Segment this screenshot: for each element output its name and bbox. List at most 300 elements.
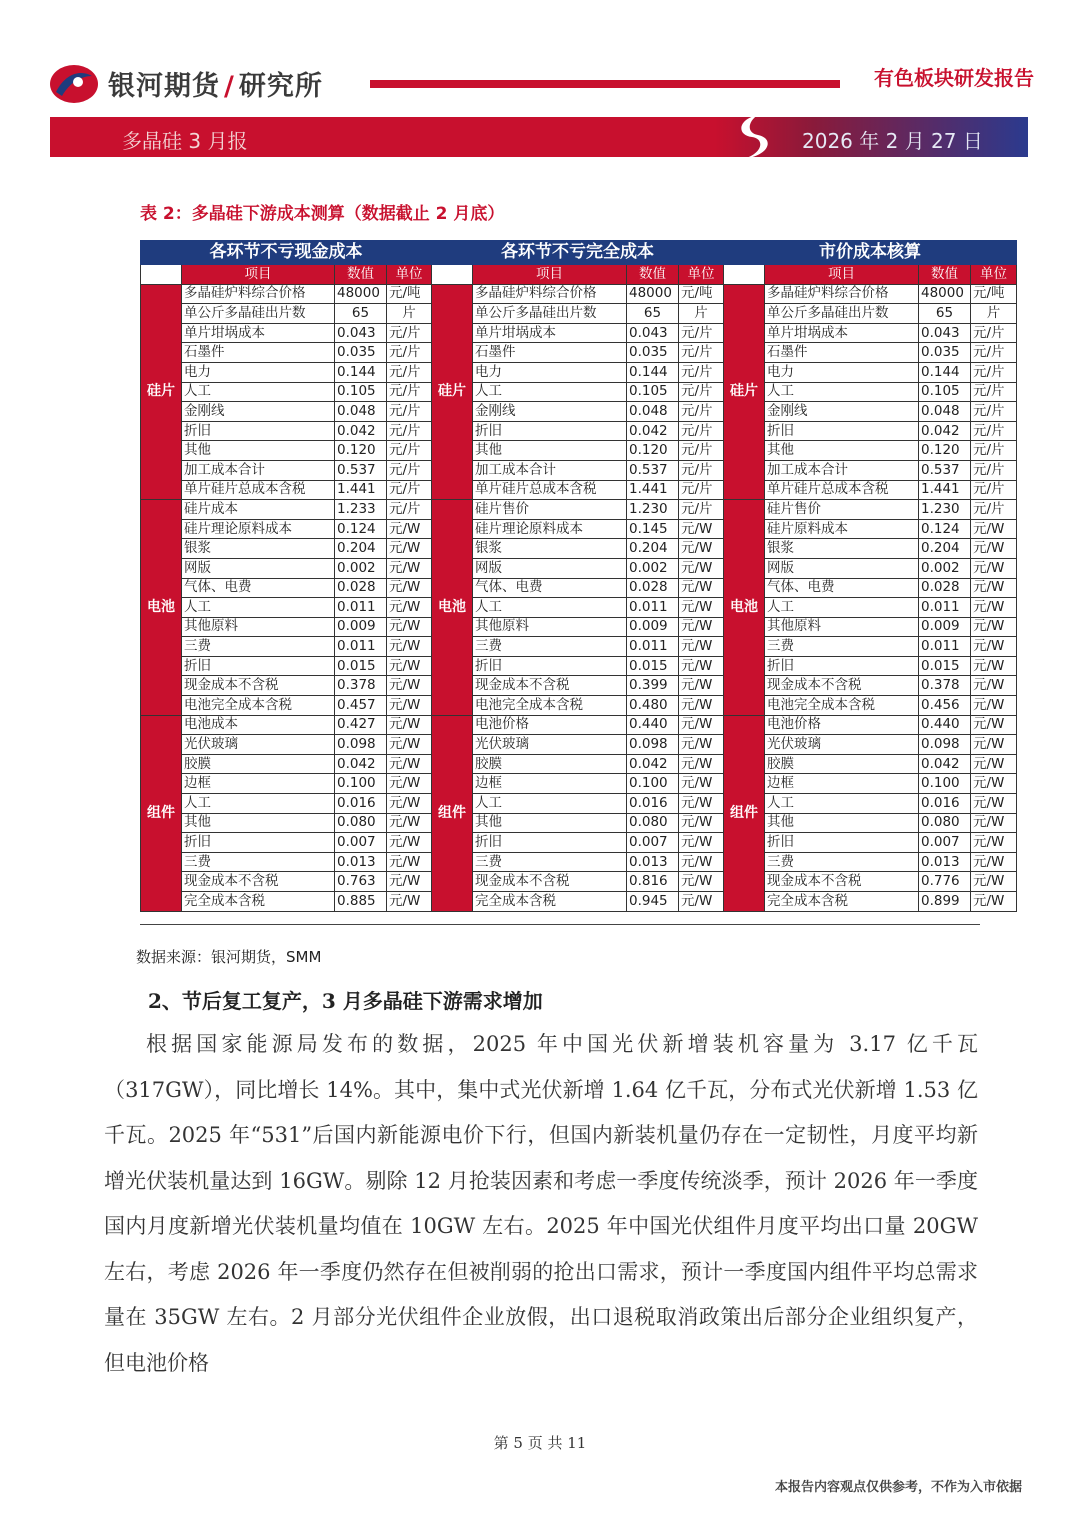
unit-cell: 元/W bbox=[679, 735, 724, 755]
unit-cell: 元/W bbox=[971, 656, 1017, 676]
item-cell: 现金成本不含税 bbox=[765, 676, 919, 696]
table-row bbox=[141, 656, 1017, 676]
unit-cell: 元/片 bbox=[679, 441, 724, 461]
unit-cell: 元/W bbox=[971, 754, 1017, 774]
column-header: 单位 bbox=[679, 265, 724, 285]
unit-cell: 元/W bbox=[387, 872, 432, 892]
unit-cell: 元/W bbox=[387, 676, 432, 696]
value-cell: 0.098 bbox=[335, 735, 387, 755]
item-cell: 加工成本合计 bbox=[473, 460, 627, 480]
value-cell: 0.043 bbox=[919, 323, 971, 343]
value-cell: 0.048 bbox=[335, 402, 387, 422]
item-cell: 网版 bbox=[473, 558, 627, 578]
header-blank-cell bbox=[724, 265, 765, 285]
item-cell: 完全成本含税 bbox=[473, 892, 627, 912]
unit-cell: 元/W bbox=[971, 794, 1017, 814]
unit-cell: 元/片 bbox=[679, 343, 724, 363]
item-cell: 电池完全成本含税 bbox=[473, 696, 627, 716]
value-cell: 0.440 bbox=[627, 715, 679, 735]
table-row bbox=[141, 460, 1017, 480]
value-cell: 0.885 bbox=[335, 892, 387, 912]
value-cell: 0.120 bbox=[335, 441, 387, 461]
item-cell: 折旧 bbox=[182, 833, 335, 853]
unit-cell: 元/片 bbox=[971, 343, 1017, 363]
value-cell: 0.028 bbox=[627, 578, 679, 598]
table-row bbox=[141, 519, 1017, 539]
item-cell: 三费 bbox=[473, 852, 627, 872]
item-cell: 边框 bbox=[473, 774, 627, 794]
value-cell: 0.042 bbox=[335, 754, 387, 774]
value-cell: 0.537 bbox=[919, 460, 971, 480]
value-cell: 0.204 bbox=[627, 539, 679, 559]
item-cell: 三费 bbox=[182, 637, 335, 657]
value-cell: 0.124 bbox=[335, 519, 387, 539]
item-cell: 胶膜 bbox=[473, 754, 627, 774]
unit-cell: 元/片 bbox=[971, 323, 1017, 343]
item-cell: 其他原料 bbox=[765, 617, 919, 637]
item-cell: 金刚线 bbox=[473, 402, 627, 422]
unit-cell: 元/片 bbox=[387, 343, 432, 363]
item-cell: 加工成本合计 bbox=[182, 460, 335, 480]
unit-cell: 元/W bbox=[971, 852, 1017, 872]
value-cell: 0.011 bbox=[627, 637, 679, 657]
unit-cell: 元/片 bbox=[679, 402, 724, 422]
value-cell: 0.537 bbox=[627, 460, 679, 480]
title-banner bbox=[50, 117, 1028, 157]
item-cell: 人工 bbox=[473, 382, 627, 402]
galaxy-logo-icon bbox=[48, 62, 100, 106]
table-row bbox=[141, 833, 1017, 853]
value-cell: 0.144 bbox=[627, 362, 679, 382]
unit-cell: 元/W bbox=[387, 578, 432, 598]
item-cell: 折旧 bbox=[765, 421, 919, 441]
item-cell: 金刚线 bbox=[765, 402, 919, 422]
table-row bbox=[141, 480, 1017, 500]
item-cell: 现金成本不含税 bbox=[182, 872, 335, 892]
unit-cell: 元/片 bbox=[971, 362, 1017, 382]
unit-cell: 元/片 bbox=[971, 382, 1017, 402]
value-cell: 0.399 bbox=[627, 676, 679, 696]
value-cell: 0.035 bbox=[335, 343, 387, 363]
value-cell: 0.080 bbox=[627, 813, 679, 833]
item-cell: 胶膜 bbox=[182, 754, 335, 774]
unit-cell: 元/吨 bbox=[387, 284, 432, 304]
item-cell: 光伏玻璃 bbox=[765, 735, 919, 755]
item-cell: 电池完全成本含税 bbox=[765, 696, 919, 716]
value-cell: 0.440 bbox=[919, 715, 971, 735]
section-heading-cell: 各环节不亏现金成本 bbox=[141, 241, 432, 265]
item-cell: 现金成本不含税 bbox=[182, 676, 335, 696]
value-cell: 0.124 bbox=[919, 519, 971, 539]
item-cell: 胶膜 bbox=[765, 754, 919, 774]
table-row bbox=[141, 500, 1017, 520]
value-cell: 0.378 bbox=[335, 676, 387, 696]
value-cell: 0.013 bbox=[627, 852, 679, 872]
value-cell: 0.042 bbox=[627, 421, 679, 441]
table-row bbox=[141, 852, 1017, 872]
item-cell: 三费 bbox=[473, 637, 627, 657]
unit-cell: 元/W bbox=[971, 519, 1017, 539]
unit-cell: 元/W bbox=[679, 774, 724, 794]
value-cell: 0.002 bbox=[335, 558, 387, 578]
item-cell: 电力 bbox=[473, 362, 627, 382]
table-row bbox=[141, 343, 1017, 363]
unit-cell: 元/W bbox=[679, 558, 724, 578]
value-cell: 1.233 bbox=[335, 500, 387, 520]
item-cell: 折旧 bbox=[473, 656, 627, 676]
table-row bbox=[141, 382, 1017, 402]
unit-cell: 元/W bbox=[679, 676, 724, 696]
table-row bbox=[141, 402, 1017, 422]
value-cell: 0.013 bbox=[335, 852, 387, 872]
unit-cell: 元/W bbox=[679, 813, 724, 833]
unit-cell: 片 bbox=[679, 304, 724, 324]
value-cell: 0.120 bbox=[919, 441, 971, 461]
item-cell: 硅片理论原料成本 bbox=[182, 519, 335, 539]
unit-cell: 元/W bbox=[679, 656, 724, 676]
value-cell: 48000 bbox=[627, 284, 679, 304]
unit-cell: 元/片 bbox=[679, 480, 724, 500]
item-cell: 人工 bbox=[182, 382, 335, 402]
item-cell: 电力 bbox=[765, 362, 919, 382]
item-cell: 三费 bbox=[765, 637, 919, 657]
item-cell: 单公斤多晶硅出片数 bbox=[473, 304, 627, 324]
cost-table bbox=[140, 240, 1017, 912]
unit-cell: 元/片 bbox=[679, 460, 724, 480]
unit-cell: 元/W bbox=[387, 617, 432, 637]
value-cell: 0.763 bbox=[335, 872, 387, 892]
unit-cell: 元/W bbox=[971, 715, 1017, 735]
unit-cell: 元/W bbox=[387, 598, 432, 618]
value-cell: 0.028 bbox=[919, 578, 971, 598]
item-cell: 加工成本合计 bbox=[765, 460, 919, 480]
item-cell: 完全成本含税 bbox=[182, 892, 335, 912]
value-cell: 0.080 bbox=[919, 813, 971, 833]
group-label: 硅片 bbox=[432, 284, 473, 500]
table-row bbox=[141, 637, 1017, 657]
table-row bbox=[141, 441, 1017, 461]
unit-cell: 元/W bbox=[679, 892, 724, 912]
unit-cell: 元/片 bbox=[679, 500, 724, 520]
value-cell: 0.816 bbox=[627, 872, 679, 892]
item-cell: 石墨件 bbox=[473, 343, 627, 363]
value-cell: 0.945 bbox=[627, 892, 679, 912]
unit-cell: 元/W bbox=[971, 539, 1017, 559]
value-cell: 0.204 bbox=[335, 539, 387, 559]
value-cell: 0.120 bbox=[627, 441, 679, 461]
item-cell: 人工 bbox=[473, 598, 627, 618]
item-cell: 电池价格 bbox=[765, 715, 919, 735]
unit-cell: 元/W bbox=[971, 735, 1017, 755]
item-cell: 现金成本不含税 bbox=[473, 676, 627, 696]
table-row bbox=[141, 774, 1017, 794]
item-cell: 电池完全成本含税 bbox=[182, 696, 335, 716]
value-cell: 0.776 bbox=[919, 872, 971, 892]
table-row bbox=[141, 715, 1017, 735]
page-number: 第 5 页 共 11 bbox=[493, 1434, 587, 1452]
unit-cell: 元/W bbox=[387, 558, 432, 578]
table-bottom-rule bbox=[140, 924, 980, 925]
item-cell: 单片坩埚成本 bbox=[182, 323, 335, 343]
item-cell: 网版 bbox=[182, 558, 335, 578]
unit-cell: 元/W bbox=[971, 637, 1017, 657]
item-cell: 电力 bbox=[182, 362, 335, 382]
value-cell: 0.002 bbox=[627, 558, 679, 578]
table-row bbox=[141, 421, 1017, 441]
item-cell: 银浆 bbox=[182, 539, 335, 559]
table-row bbox=[141, 754, 1017, 774]
unit-cell: 元/W bbox=[679, 852, 724, 872]
item-cell: 多晶硅炉料综合价格 bbox=[473, 284, 627, 304]
unit-cell: 元/片 bbox=[387, 441, 432, 461]
value-cell: 0.016 bbox=[919, 794, 971, 814]
value-cell: 65 bbox=[919, 304, 971, 324]
unit-cell: 元/W bbox=[679, 833, 724, 853]
table-row bbox=[141, 362, 1017, 382]
value-cell: 0.042 bbox=[627, 754, 679, 774]
item-cell: 石墨件 bbox=[182, 343, 335, 363]
header-blank-cell bbox=[141, 265, 182, 285]
table-row bbox=[141, 284, 1017, 304]
unit-cell: 元/W bbox=[387, 637, 432, 657]
unit-cell: 元/W bbox=[971, 696, 1017, 716]
unit-cell: 元/W bbox=[679, 598, 724, 618]
unit-cell: 元/W bbox=[387, 656, 432, 676]
value-cell: 0.011 bbox=[919, 598, 971, 618]
unit-cell: 元/W bbox=[387, 735, 432, 755]
swirl-icon bbox=[728, 113, 778, 161]
item-cell: 单片坩埚成本 bbox=[473, 323, 627, 343]
value-cell: 0.105 bbox=[627, 382, 679, 402]
unit-cell: 元/W bbox=[387, 696, 432, 716]
section-heading-cell: 市价成本核算 bbox=[724, 241, 1017, 265]
item-cell: 单公斤多晶硅出片数 bbox=[765, 304, 919, 324]
item-cell: 单片硅片总成本含税 bbox=[182, 480, 335, 500]
value-cell: 65 bbox=[335, 304, 387, 324]
header-rule bbox=[370, 80, 840, 88]
column-header: 数值 bbox=[335, 265, 387, 285]
unit-cell: 元/W bbox=[387, 794, 432, 814]
value-cell: 0.145 bbox=[627, 519, 679, 539]
brand-logo-text: 银河期货 / 研究所 bbox=[108, 71, 323, 102]
value-cell: 0.042 bbox=[919, 754, 971, 774]
value-cell: 0.028 bbox=[335, 578, 387, 598]
value-cell: 0.009 bbox=[627, 617, 679, 637]
unit-cell: 元/W bbox=[971, 617, 1017, 637]
table-row bbox=[141, 578, 1017, 598]
item-cell: 硅片售价 bbox=[473, 500, 627, 520]
item-cell: 金刚线 bbox=[182, 402, 335, 422]
brand-name: 银河期货 bbox=[108, 71, 220, 102]
disclaimer: 本报告内容观点仅供参考，不作为入市依据 bbox=[774, 1480, 1022, 1495]
item-cell: 折旧 bbox=[473, 833, 627, 853]
unit-cell: 元/W bbox=[971, 813, 1017, 833]
table-row bbox=[141, 735, 1017, 755]
section-heading-cell: 各环节不亏完全成本 bbox=[432, 241, 724, 265]
unit-cell: 元/W bbox=[679, 519, 724, 539]
value-cell: 1.230 bbox=[627, 500, 679, 520]
column-header: 项目 bbox=[473, 265, 627, 285]
table-row bbox=[141, 872, 1017, 892]
unit-cell: 元/W bbox=[971, 892, 1017, 912]
column-header-row bbox=[141, 265, 1017, 285]
value-cell: 0.144 bbox=[919, 362, 971, 382]
unit-cell: 元/吨 bbox=[971, 284, 1017, 304]
group-label: 组件 bbox=[141, 715, 182, 911]
unit-cell: 元/片 bbox=[971, 500, 1017, 520]
item-cell: 完全成本含税 bbox=[765, 892, 919, 912]
item-cell: 折旧 bbox=[473, 421, 627, 441]
unit-cell: 元/片 bbox=[679, 362, 724, 382]
item-cell: 人工 bbox=[473, 794, 627, 814]
item-cell: 边框 bbox=[765, 774, 919, 794]
value-cell: 0.048 bbox=[627, 402, 679, 422]
value-cell: 0.480 bbox=[627, 696, 679, 716]
report-date: 2026 年 2 月 27 日 bbox=[802, 129, 983, 153]
item-cell: 硅片原料成本 bbox=[765, 519, 919, 539]
unit-cell: 元/W bbox=[387, 852, 432, 872]
value-cell: 0.007 bbox=[335, 833, 387, 853]
group-label: 硅片 bbox=[724, 284, 765, 500]
value-cell: 0.042 bbox=[919, 421, 971, 441]
value-cell: 0.457 bbox=[335, 696, 387, 716]
unit-cell: 元/W bbox=[971, 598, 1017, 618]
value-cell: 0.456 bbox=[919, 696, 971, 716]
value-cell: 0.204 bbox=[919, 539, 971, 559]
unit-cell: 元/W bbox=[679, 637, 724, 657]
table-row bbox=[141, 696, 1017, 716]
item-cell: 网版 bbox=[765, 558, 919, 578]
unit-cell: 元/W bbox=[679, 578, 724, 598]
item-cell: 其他 bbox=[473, 813, 627, 833]
value-cell: 1.230 bbox=[919, 500, 971, 520]
unit-cell: 元/片 bbox=[387, 500, 432, 520]
unit-cell: 元/W bbox=[387, 754, 432, 774]
unit-cell: 元/片 bbox=[971, 460, 1017, 480]
table-row bbox=[141, 539, 1017, 559]
unit-cell: 元/W bbox=[679, 715, 724, 735]
unit-cell: 片 bbox=[971, 304, 1017, 324]
value-cell: 0.098 bbox=[627, 735, 679, 755]
unit-cell: 元/片 bbox=[679, 421, 724, 441]
value-cell: 0.011 bbox=[335, 637, 387, 657]
unit-cell: 元/W bbox=[971, 558, 1017, 578]
unit-cell: 元/片 bbox=[679, 382, 724, 402]
value-cell: 0.105 bbox=[919, 382, 971, 402]
value-cell: 0.537 bbox=[335, 460, 387, 480]
unit-cell: 元/片 bbox=[387, 402, 432, 422]
value-cell: 0.378 bbox=[919, 676, 971, 696]
unit-cell: 元/W bbox=[679, 754, 724, 774]
column-header: 数值 bbox=[627, 265, 679, 285]
column-header: 项目 bbox=[182, 265, 335, 285]
item-cell: 气体、电费 bbox=[473, 578, 627, 598]
item-cell: 边框 bbox=[182, 774, 335, 794]
item-cell: 其他 bbox=[473, 441, 627, 461]
unit-cell: 元/W bbox=[679, 794, 724, 814]
unit-cell: 元/W bbox=[679, 617, 724, 637]
unit-cell: 元/片 bbox=[387, 323, 432, 343]
item-cell: 硅片理论原料成本 bbox=[473, 519, 627, 539]
table-row bbox=[141, 617, 1017, 637]
value-cell: 1.441 bbox=[627, 480, 679, 500]
report-header bbox=[48, 58, 1038, 110]
unit-cell: 元/W bbox=[679, 696, 724, 716]
item-cell: 硅片售价 bbox=[765, 500, 919, 520]
value-cell: 0.035 bbox=[627, 343, 679, 363]
item-cell: 石墨件 bbox=[765, 343, 919, 363]
value-cell: 0.098 bbox=[919, 735, 971, 755]
unit-cell: 元/片 bbox=[387, 480, 432, 500]
value-cell: 0.105 bbox=[335, 382, 387, 402]
item-cell: 折旧 bbox=[182, 656, 335, 676]
item-cell: 其他原料 bbox=[182, 617, 335, 637]
item-cell: 其他原料 bbox=[473, 617, 627, 637]
value-cell: 0.100 bbox=[627, 774, 679, 794]
item-cell: 三费 bbox=[182, 852, 335, 872]
table-row bbox=[141, 598, 1017, 618]
item-cell: 气体、电费 bbox=[182, 578, 335, 598]
unit-cell: 元/片 bbox=[971, 421, 1017, 441]
item-cell: 光伏玻璃 bbox=[473, 735, 627, 755]
table-row bbox=[141, 304, 1017, 324]
unit-cell: 元/W bbox=[387, 813, 432, 833]
value-cell: 0.011 bbox=[919, 637, 971, 657]
item-cell: 现金成本不含税 bbox=[473, 872, 627, 892]
unit-cell: 元/片 bbox=[971, 402, 1017, 422]
unit-cell: 元/W bbox=[387, 519, 432, 539]
unit-cell: 元/W bbox=[971, 833, 1017, 853]
table-row bbox=[141, 676, 1017, 696]
table-title: 表 2：多晶硅下游成本测算（数据截止 2 月底） bbox=[140, 204, 505, 224]
unit-cell: 元/W bbox=[387, 892, 432, 912]
unit-cell: 元/W bbox=[679, 539, 724, 559]
unit-cell: 元/片 bbox=[679, 323, 724, 343]
report-type: 有色板块研发报告 bbox=[874, 66, 1034, 90]
unit-cell: 元/W bbox=[387, 539, 432, 559]
item-cell: 气体、电费 bbox=[765, 578, 919, 598]
unit-cell: 元/W bbox=[387, 715, 432, 735]
item-cell: 光伏玻璃 bbox=[182, 735, 335, 755]
value-cell: 0.013 bbox=[919, 852, 971, 872]
table-row bbox=[141, 323, 1017, 343]
unit-cell: 元/W bbox=[971, 872, 1017, 892]
value-cell: 0.016 bbox=[627, 794, 679, 814]
value-cell: 0.011 bbox=[627, 598, 679, 618]
item-cell: 单片硅片总成本含税 bbox=[765, 480, 919, 500]
unit-cell: 元/片 bbox=[387, 421, 432, 441]
value-cell: 0.100 bbox=[919, 774, 971, 794]
group-label: 组件 bbox=[724, 715, 765, 911]
value-cell: 0.015 bbox=[627, 656, 679, 676]
section-header-row bbox=[141, 241, 1017, 265]
item-cell: 硅片成本 bbox=[182, 500, 335, 520]
item-cell: 其他 bbox=[765, 441, 919, 461]
header-blank-cell bbox=[432, 265, 473, 285]
table-row bbox=[141, 558, 1017, 578]
value-cell: 0.007 bbox=[627, 833, 679, 853]
column-header: 项目 bbox=[765, 265, 919, 285]
item-cell: 人工 bbox=[765, 598, 919, 618]
unit-cell: 元/吨 bbox=[679, 284, 724, 304]
group-label: 电池 bbox=[432, 500, 473, 716]
value-cell: 0.009 bbox=[919, 617, 971, 637]
value-cell: 0.899 bbox=[919, 892, 971, 912]
group-label: 电池 bbox=[141, 500, 182, 716]
value-cell: 0.011 bbox=[335, 598, 387, 618]
value-cell: 1.441 bbox=[919, 480, 971, 500]
item-cell: 电池价格 bbox=[473, 715, 627, 735]
